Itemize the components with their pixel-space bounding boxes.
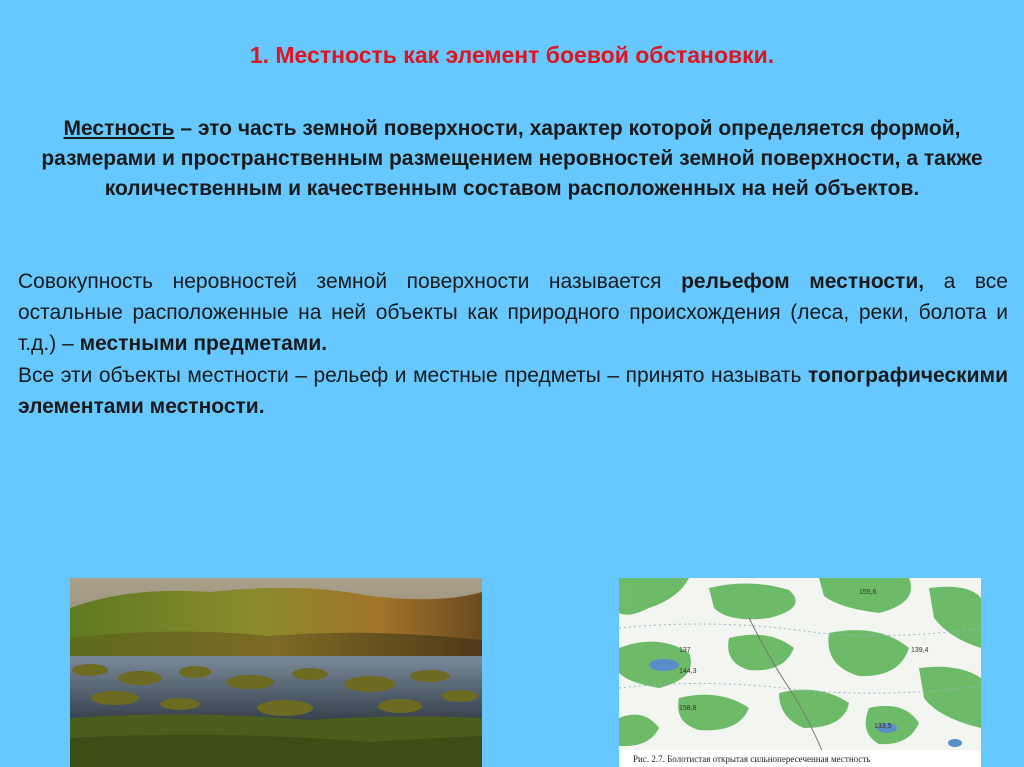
map-elevation-5: 158,8 — [679, 705, 697, 712]
map-elevation-1: 155,6 — [859, 589, 877, 596]
definition-term: Местность — [63, 117, 175, 140]
relief-paragraph — [18, 266, 1008, 359]
local-objects-term: местными предметами. — [79, 332, 328, 355]
definition-text: – это часть земной поверхности, характер которой определяется формой, размерами и пространственным размещением неровностей земной поверхности, а также количественным и качественным составом расположенных на ней объектов. — [41, 117, 983, 200]
slide-title: 1. Местность как элемент боевой обстановки. — [249, 42, 775, 68]
topographic-paragraph — [18, 360, 1008, 422]
map-caption: Рис. 2.7. Болотистая открытая сильнопересеченная местность — [633, 754, 871, 764]
topographic-map — [619, 578, 981, 767]
topographic-term: топографическими элементами местности. — [18, 364, 1008, 418]
map-elevation-3: 144,3 — [679, 668, 697, 675]
definition-paragraph — [28, 114, 996, 204]
map-elevation-2: 137 — [679, 647, 691, 654]
relief-text-middle: а все остальные расположенные на ней объекты как природного происхождения (леса, реки, болота и т.д.) – — [18, 270, 1008, 355]
relief-text-start: Совокупность неровностей земной поверхности называется — [18, 270, 682, 293]
map-elevation-4: 139,4 — [911, 647, 929, 654]
swamp-photo — [70, 578, 482, 767]
relief-term: рельефом местности, — [681, 270, 925, 293]
map-elevation-6: 133,5 — [874, 723, 892, 730]
topographic-text-start: Все эти объекты местности – рельеф и местные предметы – принято называть — [18, 364, 808, 387]
